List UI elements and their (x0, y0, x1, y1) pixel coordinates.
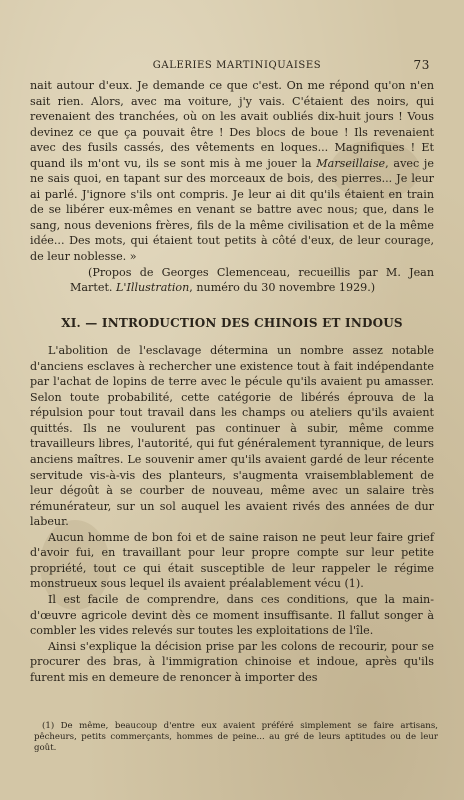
source-text-end: , numéro du 30 novembre 1929.) (189, 281, 376, 295)
section-paragraph-4: Ainsi s'explique la décision prise par les colons de recourir, pour se procurer des bras, à l'immigration chinoise et indoue, après qu'ils furent mis en demeure de renoncer à importer des (30, 639, 434, 684)
page-body (30, 78, 434, 685)
quote-text-end: , avec je ne sais quoi, en tapant sur des morceaux de bois, des pierres... Je leur ai parlé. J'ignore s'ils ont compris. Je leur ai dit qu'ils étaient en train de se libérer eux-mêmes en venant se battre avec nous; que, dans le sang, nous devenions frères, fils de la même civilisation et de la même idée... Des mots, qui étaient tout petits à côté d'eux, de leur courage, de leur noblesse. » (30, 156, 434, 264)
section-paragraph-1: L'abolition de l'esclavage détermina un nombre assez notable d'anciens esclaves à rechercher une existence tout à fait indépendante par l'achat de lopins de terre avec le pécule qu'ils avaient pu amasser. Selon toute probabilité, cette catégorie de libérés éprouva de la répulsion pour tout travail dans les champs ou ateliers qu'ils avaient quittés. Ils ne voulurent pas continuer à subir, même comme travailleurs libres, l'autorité, qui fut généralement tyrannique, de leurs anciens maîtres. Le souvenir amer qu'ils avaient gardé de leur récente servitude vis-à-vis des planteurs, s'augmenta vraisemblablement de leur dégoût à se courber de nouveau, même avec un salaire très rémunérateur, sur un sol auquel les avaient rivés des années de dur labeur. (30, 344, 434, 529)
source-italic: L'Illustration (116, 281, 190, 295)
page-number: 73 (413, 58, 430, 72)
quote-text: nait autour d'eux. Je demande ce que c'est. On me répond qu'on n'en sait rien. Alors, avec ma voiture, j'y vais. C'étaient des noirs, qui revenaient des tranchées, où on les avait oubliés dix-huit jours ! Vous devinez ce que ça pouvait être ! Des blocs de boue ! Ils revenaient avec des fusils cassés, des vêtements en loques... Magnifiques ! Et quand ils m'ont vu, ils se sont mis à me jouer la (30, 79, 434, 170)
running-head (44, 60, 430, 76)
running-title: GALERIES MARTINIQUAISES (152, 60, 322, 71)
quote-italic: Marseillaise (316, 156, 386, 170)
section-heading: XI. — INTRODUCTION DES CHINOIS ET INDOUS (61, 315, 403, 330)
quote-paragraph (30, 78, 434, 265)
source-text: (Propos de Georges Clemenceau, recueillis par M. Jean Martet. (70, 265, 434, 295)
quote-source (30, 265, 434, 296)
footnote-text: (1) De même, beaucoup d'entre eux avaient préféré simplement se faire artisans, pêcheurs, petits commerçants, hommes de peine... au gré de leurs aptitudes ou de leur goût. (34, 721, 438, 753)
section-paragraph-3: Il est facile de comprendre, dans ces conditions, que la main-d'œuvre agricole devint dès ce moment insuffisante. Il fallut songer à combler les vides relevés sur toutes les exploitations de l'île. (30, 592, 434, 638)
section-paragraph-2: Aucun homme de bon foi et de saine raison ne peut leur faire grief d'avoir fui, en travaillant pour leur propre compte sur leur petite propriété, tout ce qui était susceptible de leur rappeler le régime monstrueux sous lequel ils avaient préalablement vécu (1). (30, 530, 434, 591)
footnote (34, 721, 438, 754)
